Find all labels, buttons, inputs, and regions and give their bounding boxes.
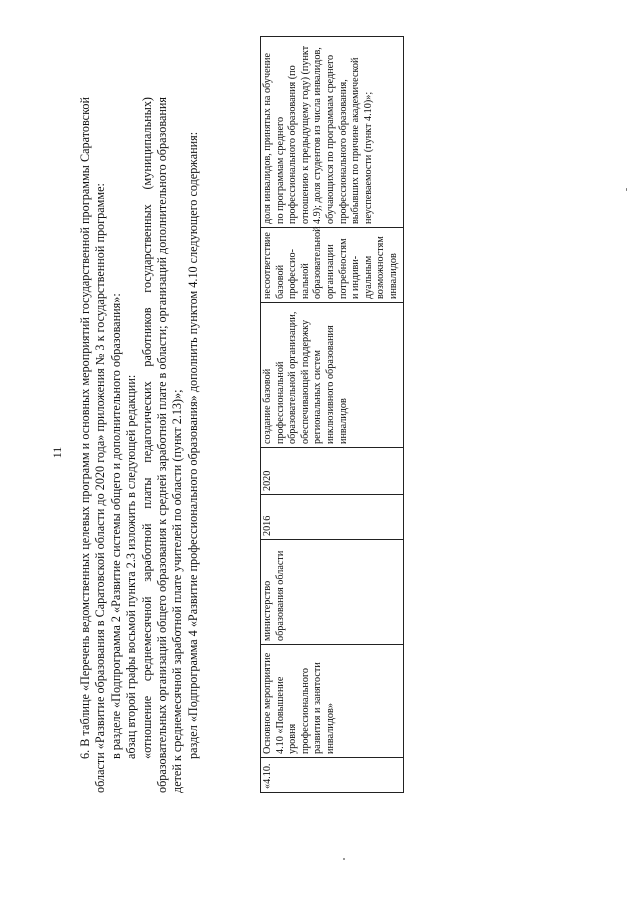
scan-speck bbox=[343, 858, 345, 860]
table-row bbox=[261, 37, 404, 793]
cell-number: «4.10. bbox=[261, 758, 404, 793]
cell-expected-result: создание базовой профессиональной образовательной организации, обеспечивающей поддержку региональных систем инклюзивного образования инвалидов bbox=[261, 303, 404, 448]
paragraph-subprogram-2: в разделе «Подпрограмма 2 «Развитие системы общего и дополнительного образования»: bbox=[108, 293, 123, 759]
cell-executor: министерство образования области bbox=[261, 540, 404, 645]
paragraph-subprogram-4: раздел «Подпрограмма 4 «Развитие профессионального образования» дополнить пунктом 4.10 следующего содержания: bbox=[185, 131, 200, 759]
paragraph-new-wording: «отношение среднемесячной заработной платы педагогических работников государственных (муниципальных) образовательных организаций общего образования к средней заработной плате в области; организаций дополнительного образования детей к среднемесячной заработной плате учителей по области (пункт 2.13)»; bbox=[139, 97, 185, 793]
paragraph-column-eight: абзац второй графы восьмой пункта 2.3 изложить в следующей редакции: bbox=[124, 374, 139, 759]
scan-speck bbox=[626, 188, 627, 191]
events-table bbox=[260, 36, 404, 793]
paragraph-item-6: 6. В таблице «Перечень ведомственных целевых программ и основных мероприятий государственной программы Саратовской области «Развитие образования в Саратовской области до 2020 года» приложения № 3 к государственной программе: bbox=[78, 97, 108, 793]
cell-end-year: 2020 bbox=[261, 448, 404, 495]
body-text bbox=[78, 97, 201, 793]
cell-event: Основное мероприятие 4.10 «Повышение уровня профессионального развития и занятости инвалидов» bbox=[261, 645, 404, 758]
cell-indicators: доля инвалидов, принятых на обучение по программам среднего профессионального образования (по отношению к предыдущему году) (пункт 4.9); доля студентов из числа инвалидов, обучающихся по программам среднего профессионального образования, выбывших по причине академической неуспеваемости (пункт 4.10)»; bbox=[261, 37, 404, 228]
cell-consequences: несоответствие базовой профессио-нальной образовательной организации потребностям и индиви-дуальным возможностям инвалидов bbox=[261, 228, 404, 303]
page-number: 11 bbox=[50, 446, 64, 459]
cell-start-year: 2016 bbox=[261, 495, 404, 540]
